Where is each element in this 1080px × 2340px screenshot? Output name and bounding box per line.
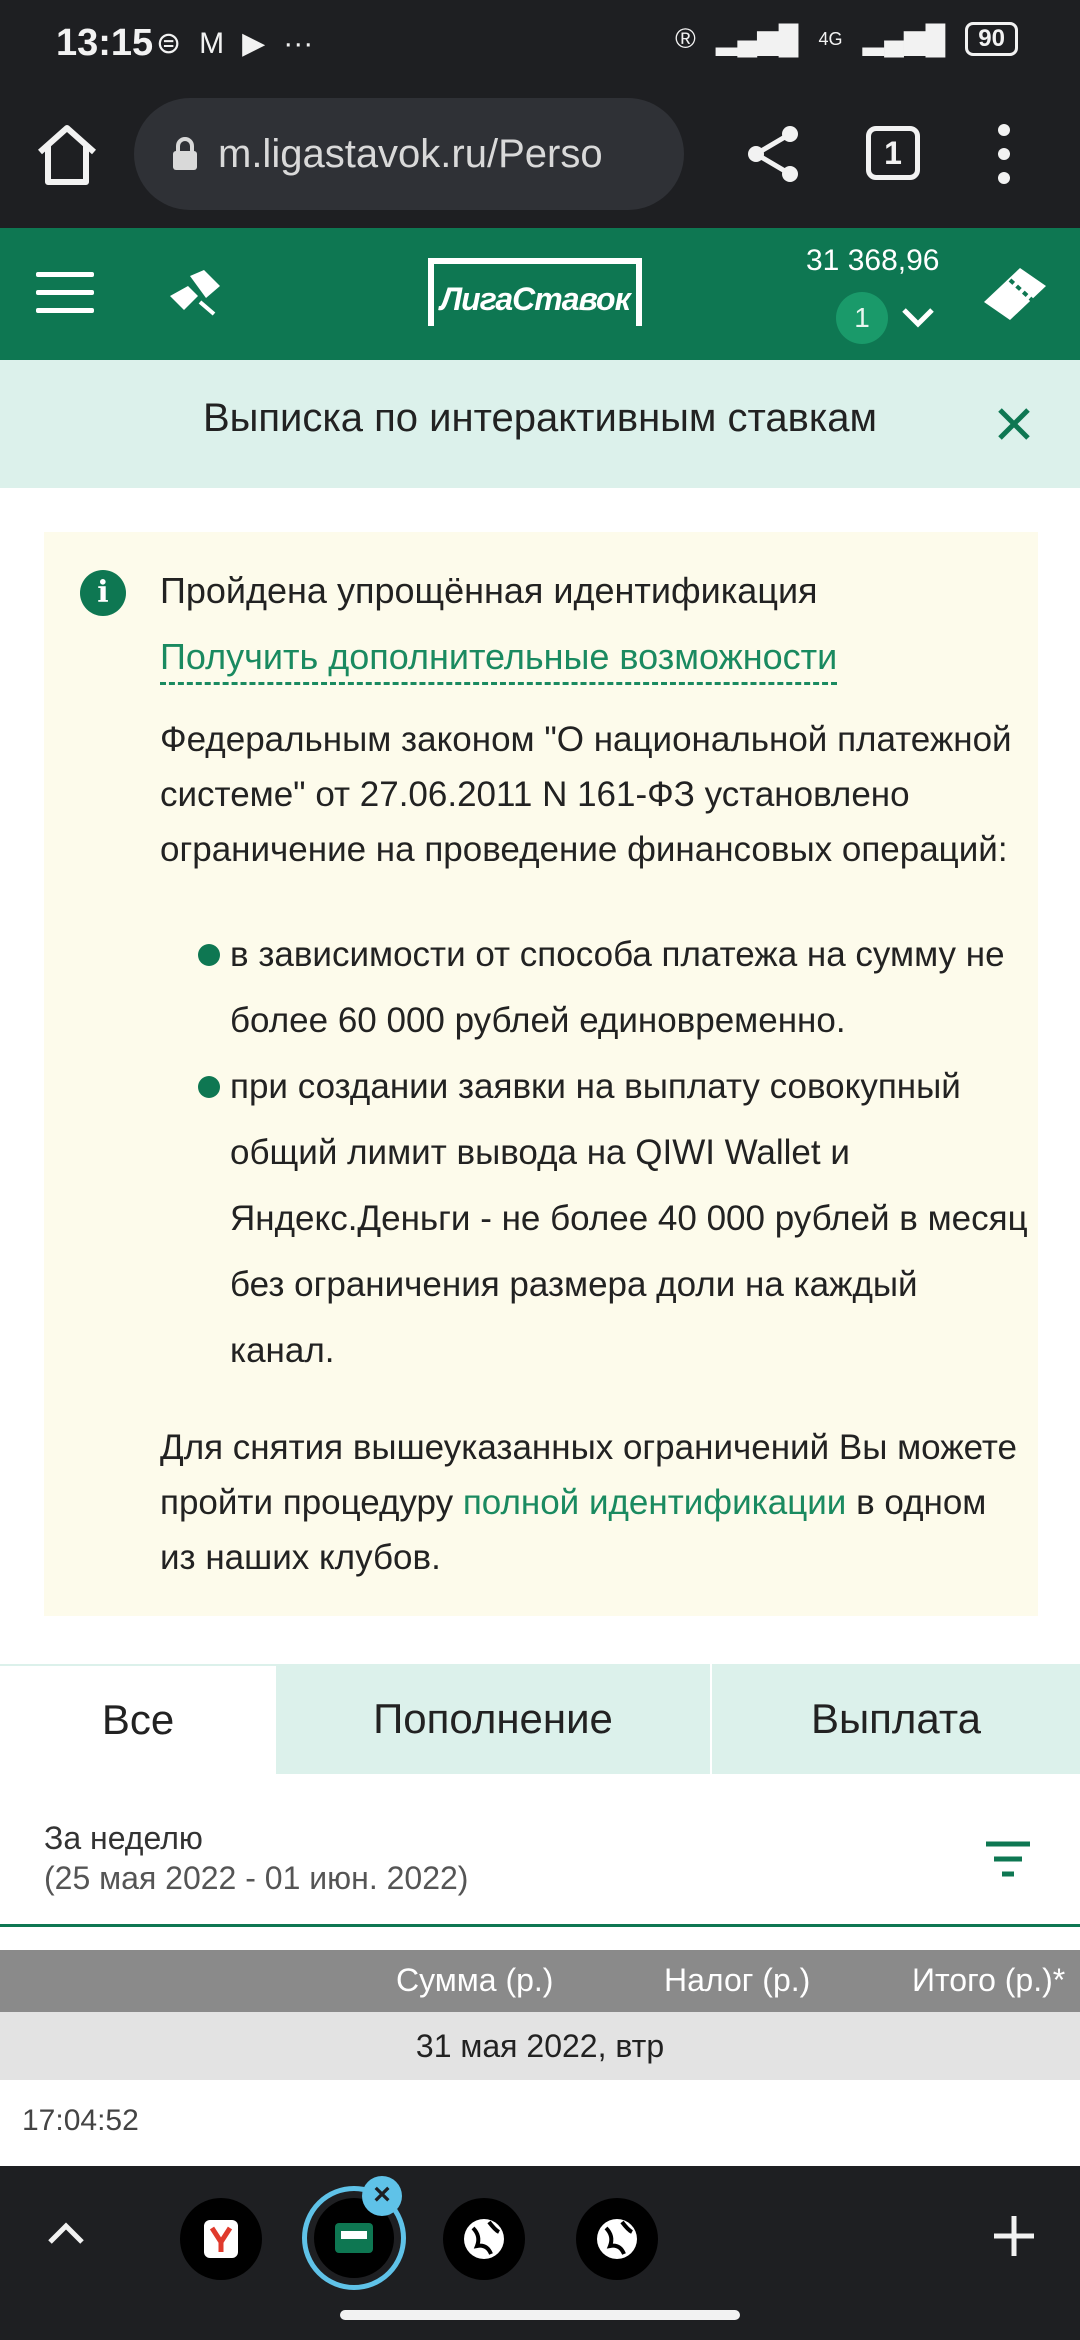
column-header-amount: Сумма (р.) <box>396 1962 554 1998</box>
globe-icon <box>443 2198 525 2280</box>
transaction-time[interactable]: 17:04:52 <box>22 2104 139 2137</box>
url-bar[interactable] <box>134 98 684 210</box>
full-identification-link[interactable]: полной идентификации <box>462 1483 847 1522</box>
bet-hand-icon[interactable] <box>164 266 226 322</box>
bonus-badge[interactable]: 1 <box>836 292 888 344</box>
info-icon: i <box>80 570 126 616</box>
list-item <box>160 1054 1030 1384</box>
column-header-total: Итого (р.)* <box>912 1962 1066 1998</box>
period-range: (25 мая 2022 - 01 июн. 2022) <box>44 1860 469 1896</box>
tab-thumbnail-globe-2[interactable] <box>576 2198 658 2280</box>
chevron-up-icon[interactable] <box>44 2216 88 2250</box>
bullet-dot <box>198 944 220 966</box>
youtube-icon: ▶ <box>242 27 266 60</box>
period-label: За неделю <box>44 1820 203 1856</box>
table-header <box>0 1950 1080 2012</box>
signal-icon: ▂▄▆█ <box>715 23 799 55</box>
home-icon[interactable] <box>30 118 104 192</box>
close-tab-icon[interactable]: × <box>362 2176 402 2216</box>
bullet-dot <box>198 1076 220 1098</box>
removal-text-prefix: Для снятия вышеуказанных ограничений Вы можете пройти процедуру <box>160 1428 1018 1522</box>
network-type: 4G <box>818 28 843 49</box>
transaction-tabs <box>0 1664 1080 1774</box>
identification-info-box <box>44 532 1038 1616</box>
page-title-bar <box>0 360 1080 488</box>
law-text: Федеральным законом "О национальной платежной системе" от 27.06.2011 N 161-ФЗ установлено ограничение на проведение финансовых операций: <box>160 720 1012 869</box>
site-logo[interactable]: ЛигаСтавок <box>428 258 642 326</box>
share-icon[interactable] <box>742 122 806 186</box>
get-more-features-link[interactable]: Получить дополнительные возможности <box>160 636 837 685</box>
tab-thumbnail-globe-1[interactable] <box>443 2198 525 2280</box>
filter-icon[interactable] <box>984 1840 1032 1878</box>
more-menu-icon[interactable] <box>996 122 1012 186</box>
removal-text <box>160 1420 1030 1585</box>
status-time: 13:15 <box>56 22 154 64</box>
yandex-icon <box>180 2198 262 2280</box>
close-icon[interactable] <box>996 406 1032 442</box>
limits-list <box>160 922 1030 1384</box>
globe-icon <box>576 2198 658 2280</box>
new-tab-plus-icon[interactable] <box>990 2212 1038 2260</box>
list-item-text: при создании заявки на выплату совокупный общий лимит вывода на QIWI Wallet и Яндекс.Деньги - не более 40 000 рублей в месяц без ограничения размера доли на каждый канал. <box>230 1067 1028 1370</box>
bet-slip-icon[interactable] <box>980 264 1050 324</box>
status-bar <box>0 0 1080 90</box>
lock-icon <box>170 136 200 172</box>
tab-withdrawal[interactable]: Выплата <box>712 1664 1080 1774</box>
site-header <box>0 228 1080 360</box>
system-icons <box>675 22 1018 56</box>
more-notifications-icon: ··· <box>283 26 314 60</box>
tab-thumbnail-yandex[interactable] <box>180 2198 262 2280</box>
url-text: m.ligastavok.ru/Perso <box>218 131 603 176</box>
registered-icon: ® <box>675 23 696 54</box>
divider <box>0 1924 1080 1927</box>
mail-icon: M <box>199 26 225 60</box>
tab-all[interactable]: Все <box>0 1664 276 1774</box>
browser-toolbar <box>0 90 1080 228</box>
tab-switcher-button[interactable]: 1 <box>866 126 920 180</box>
account-balance[interactable]: 31 368,96 <box>806 244 940 277</box>
list-item <box>160 922 1030 1054</box>
period-selector[interactable] <box>44 1818 468 1898</box>
hamburger-menu-icon[interactable] <box>36 272 94 314</box>
chevron-down-icon[interactable] <box>900 302 936 332</box>
tab-deposit[interactable]: Пополнение <box>276 1664 712 1774</box>
notification-icons <box>156 26 313 61</box>
column-header-tax: Налог (р.) <box>664 1962 811 1998</box>
date-group-header: 31 мая 2022, втр <box>0 2012 1080 2080</box>
identification-status: Пройдена упрощённая идентификация <box>160 570 818 611</box>
signal-icon-2: ▂▄▆█ <box>862 23 946 55</box>
gesture-home-indicator[interactable] <box>340 2310 740 2320</box>
vpn-icon: ⊜ <box>156 27 182 60</box>
removal-text-suffix: в одном из наших клубов. <box>160 1483 987 1577</box>
battery-icon: 90 <box>965 22 1018 56</box>
list-item-text: в зависимости от способа платежа на сумму не более 60 000 рублей единовременно. <box>230 935 1005 1040</box>
page-title: Выписка по интерактивным ставкам <box>202 396 878 440</box>
